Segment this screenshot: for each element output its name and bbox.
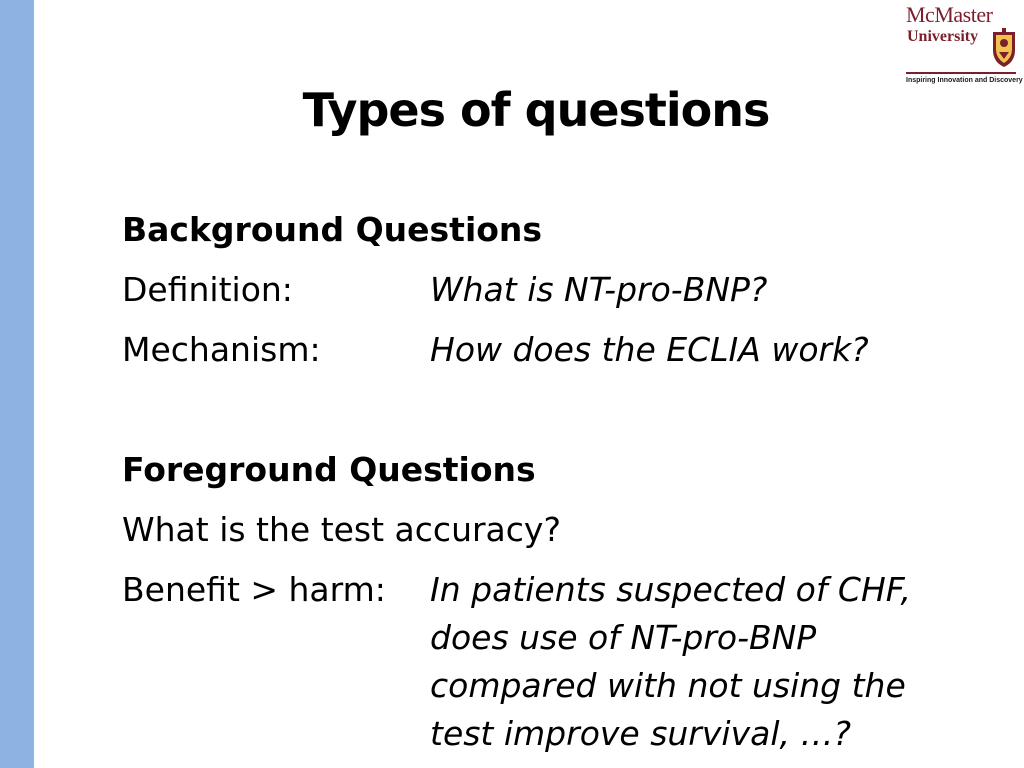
logo-name: McMaster <box>906 2 993 27</box>
benefit-question-line: In patients suspected of CHF, <box>430 570 911 609</box>
logo-divider <box>906 72 1016 74</box>
slide-title: Types of questions <box>302 83 770 137</box>
definition-label: Definition: <box>122 270 293 309</box>
mechanism-question: How does the ECLIA work? <box>430 330 869 369</box>
accuracy-question: What is the test accuracy? <box>122 510 561 549</box>
definition-question: What is NT-pro-BNP? <box>430 270 768 309</box>
benefit-question-line: does use of NT-pro-BNP <box>430 618 817 657</box>
crest-icon <box>990 28 1018 68</box>
foreground-heading: Foreground Questions <box>122 450 536 489</box>
logo-subname: University <box>907 28 979 45</box>
definition-row <box>122 260 1002 320</box>
logo-tagline: Inspiring Innovation and Discovery <box>906 77 1023 84</box>
mechanism-label: Mechanism: <box>122 330 321 369</box>
benefit-question-line: compared with not using the <box>430 666 906 705</box>
section-spacer <box>122 380 1002 440</box>
benefit-question <box>430 560 990 758</box>
background-heading: Background Questions <box>122 210 543 249</box>
benefit-label: Benefit > harm: <box>122 570 386 609</box>
university-logo <box>906 2 1023 88</box>
mechanism-row <box>122 320 1002 380</box>
slide-body <box>122 200 1002 758</box>
left-accent-bar <box>0 0 34 768</box>
benefit-question-line: test improve survival, …? <box>430 714 851 753</box>
benefit-row <box>122 560 1002 758</box>
